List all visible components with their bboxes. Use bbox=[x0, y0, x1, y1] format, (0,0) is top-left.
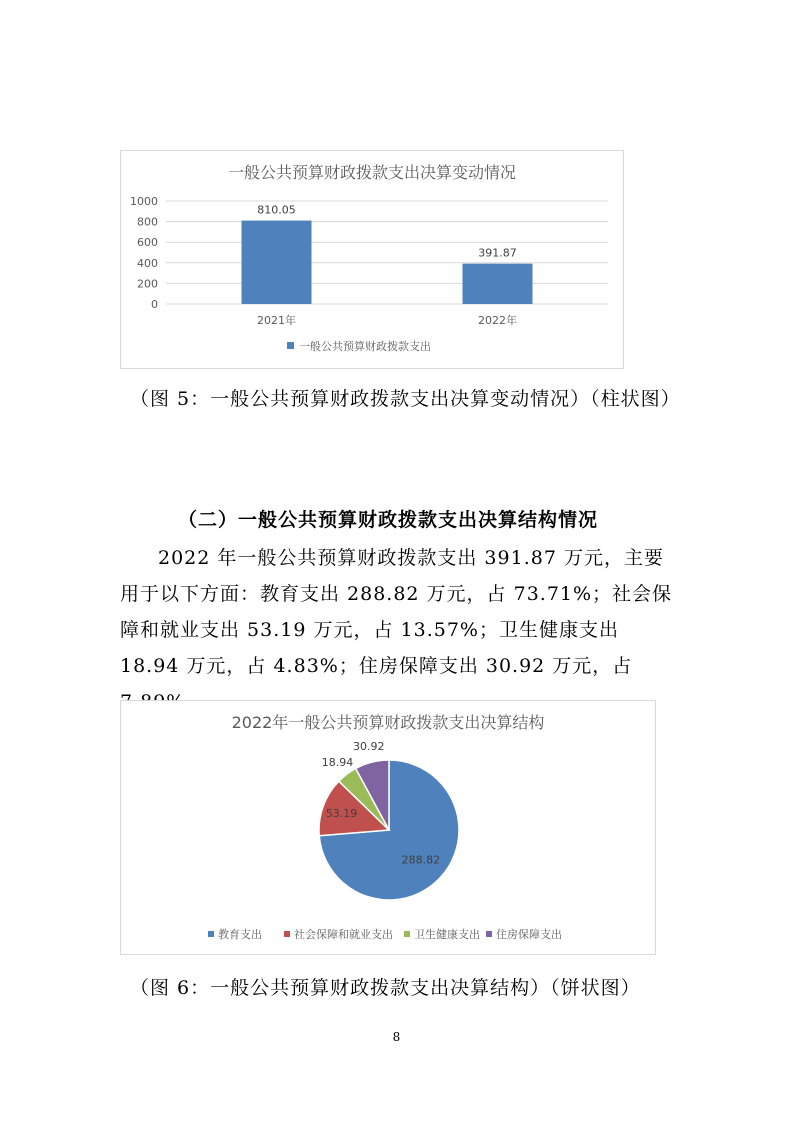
bar-x-tick-label: 2021年 bbox=[257, 314, 296, 327]
section-heading: （二）一般公共预算财政拨款支出决算结构情况 bbox=[178, 509, 599, 531]
pie-chart-title: 2022年一般公共预算财政拨款支出决算结构 bbox=[231, 713, 545, 732]
pie-data-label: 53.19 bbox=[325, 806, 358, 820]
bar-y-tick-label: 0 bbox=[151, 298, 158, 311]
pie-chart bbox=[120, 700, 656, 955]
bar-y-tick-label: 200 bbox=[137, 277, 158, 291]
bar-chart-title: 一般公共预算财政拨款支出决算变动情况 bbox=[227, 163, 517, 182]
bar-chart bbox=[120, 150, 624, 369]
bar-y-tick-label: 800 bbox=[137, 215, 158, 229]
pie-legend-swatch bbox=[486, 931, 492, 937]
bar-x-tick-label: 2022年 bbox=[478, 314, 517, 327]
pie-chart-svg bbox=[121, 701, 655, 954]
bar-y-tick-label: 1000 bbox=[130, 195, 158, 208]
bar-y-tick-label: 600 bbox=[137, 236, 158, 250]
bar-legend-swatch bbox=[287, 342, 294, 349]
pie-data-label: 288.82 bbox=[401, 853, 441, 867]
pie-legend-swatch bbox=[284, 931, 290, 937]
pie-data-label: 18.94 bbox=[321, 755, 354, 769]
pie-legend-swatch bbox=[404, 931, 410, 937]
bar-data-label: 810.05 bbox=[257, 203, 296, 217]
bar-2 bbox=[463, 264, 533, 304]
bar-legend-label: 一般公共预算财政拨款支出 bbox=[299, 340, 431, 353]
bar-chart-svg bbox=[121, 151, 623, 368]
bar-data-label: 391.87 bbox=[478, 246, 517, 260]
figure-5-caption: （图 5：一般公共预算财政拨款支出决算变动情况）（柱状图） bbox=[130, 388, 681, 410]
bar-y-tick-label: 400 bbox=[137, 256, 158, 270]
bar-1 bbox=[242, 221, 312, 304]
pie-legend-swatch bbox=[208, 931, 214, 937]
section-paragraph: 2022 年一般公共预算财政拨款支出 391.87 万元，主要用于以下方面：教育支出 288.82 万元，占 73.71%；社会保障和就业支出 53.19 万元，占 13.57%；卫生健康支出 18.94 万元，占 4.83%；住房保障支出 30.92 万元，占 bbox=[120, 547, 673, 677]
pie-data-label: 30.92 bbox=[352, 739, 385, 753]
pie-legend-label: 住房保障支出 bbox=[496, 928, 562, 941]
pie-legend-label: 社会保障和就业支出 bbox=[294, 928, 393, 941]
pie-legend-label: 教育支出 bbox=[218, 928, 262, 941]
pie-legend-label: 卫生健康支出 bbox=[414, 928, 480, 941]
figure-6-caption: （图 6：一般公共预算财政拨款支出决算结构）（饼状图） bbox=[130, 977, 641, 999]
page-number: 8 bbox=[392, 1030, 401, 1044]
